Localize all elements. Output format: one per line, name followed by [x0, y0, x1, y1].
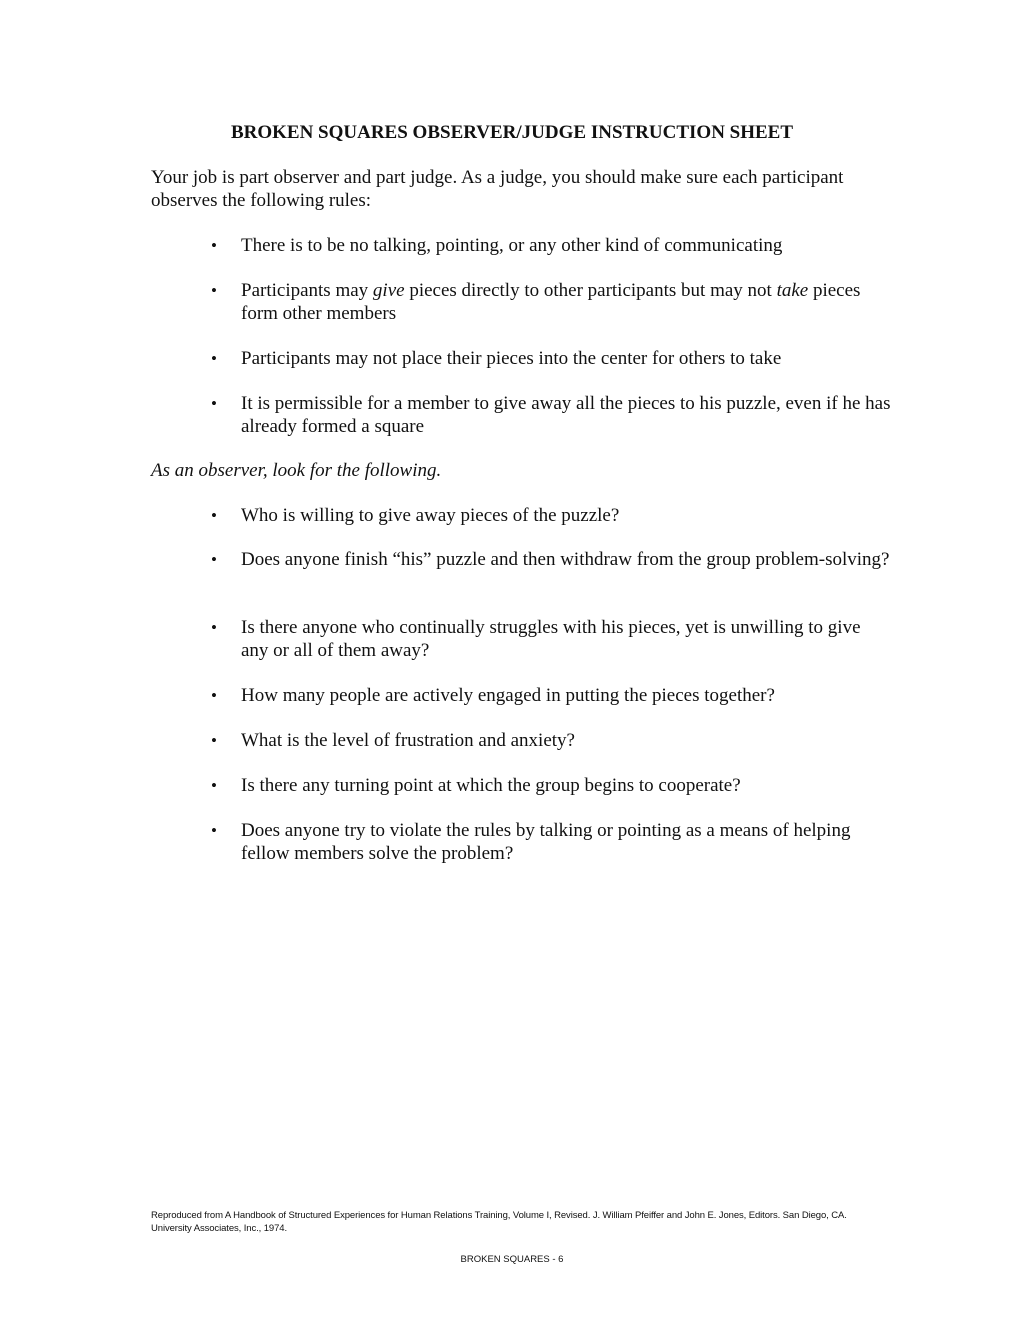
bullet-icon: • — [211, 776, 217, 795]
observer-item — [211, 819, 891, 865]
rule-item — [211, 279, 891, 325]
rule-text-after: pieces form other members — [241, 280, 861, 324]
rule-text-middle: pieces directly to other participants but may not — [404, 280, 777, 301]
observer-item — [211, 504, 891, 527]
bullet-icon: • — [211, 821, 217, 840]
observer-item — [211, 729, 891, 752]
rule-emphasis-give: give — [372, 280, 405, 301]
observer-item — [211, 774, 891, 797]
bullet-icon: • — [211, 281, 217, 300]
observer-item-text: What is the level of frustration and anxiety? — [241, 730, 575, 751]
observer-item-text: Is there anyone who continually struggles with his pieces, yet is unwilling to give any or all of them away? — [241, 617, 861, 661]
bullet-icon: • — [211, 731, 217, 750]
observer-item — [211, 548, 891, 571]
rule-text: It is permissible for a member to give away all the pieces to his puzzle, even if he has already formed a square — [241, 393, 891, 437]
intro-paragraph: Your job is part observer and part judge. As a judge, you should make sure each participant observes the following rules: — [151, 167, 844, 211]
rule-emphasis-take: take — [776, 280, 809, 301]
citation-footnote: Reproduced from A Handbook of Structured Experiences for Human Relations Training, Volume I, Revised. J. William Pfeiffer and John E. Jones, Editors. San Diego, CA. University Associates, Inc., 1974. — [151, 1210, 847, 1234]
observer-heading: As an observer, look for the following. — [151, 460, 442, 481]
observer-item-text: Who is willing to give away pieces of the puzzle? — [241, 505, 620, 526]
rule-text: Participants may not place their pieces into the center for others to take — [241, 348, 782, 369]
bullet-icon: • — [211, 394, 217, 413]
rule-text-before: Participants may — [241, 280, 373, 301]
observer-item-text: Does anyone finish “his” puzzle and then withdraw from the group problem-solving? — [241, 549, 890, 570]
bullet-icon: • — [211, 236, 217, 255]
rule-item — [211, 347, 891, 370]
bullet-icon: • — [211, 349, 217, 368]
observer-item-text: Does anyone try to violate the rules by talking or pointing as a means of helping fellow members solve the problem? — [241, 820, 851, 864]
bullet-icon: • — [211, 686, 217, 705]
bullet-icon: • — [211, 506, 217, 525]
observer-item — [211, 616, 891, 662]
rule-text: There is to be no talking, pointing, or any other kind of communicating — [241, 235, 783, 256]
observer-item-text: Is there any turning point at which the group begins to cooperate? — [241, 775, 741, 796]
rule-item — [211, 234, 891, 257]
bullet-icon: • — [211, 618, 217, 637]
rule-item — [211, 392, 891, 438]
page-number: BROKEN SQUARES - 6 — [460, 1254, 564, 1265]
observer-item — [211, 684, 891, 707]
page-title: BROKEN SQUARES OBSERVER/JUDGE INSTRUCTION SHEET — [230, 122, 794, 143]
bullet-icon: • — [211, 550, 217, 569]
observer-item-text: How many people are actively engaged in putting the pieces together? — [241, 685, 775, 706]
